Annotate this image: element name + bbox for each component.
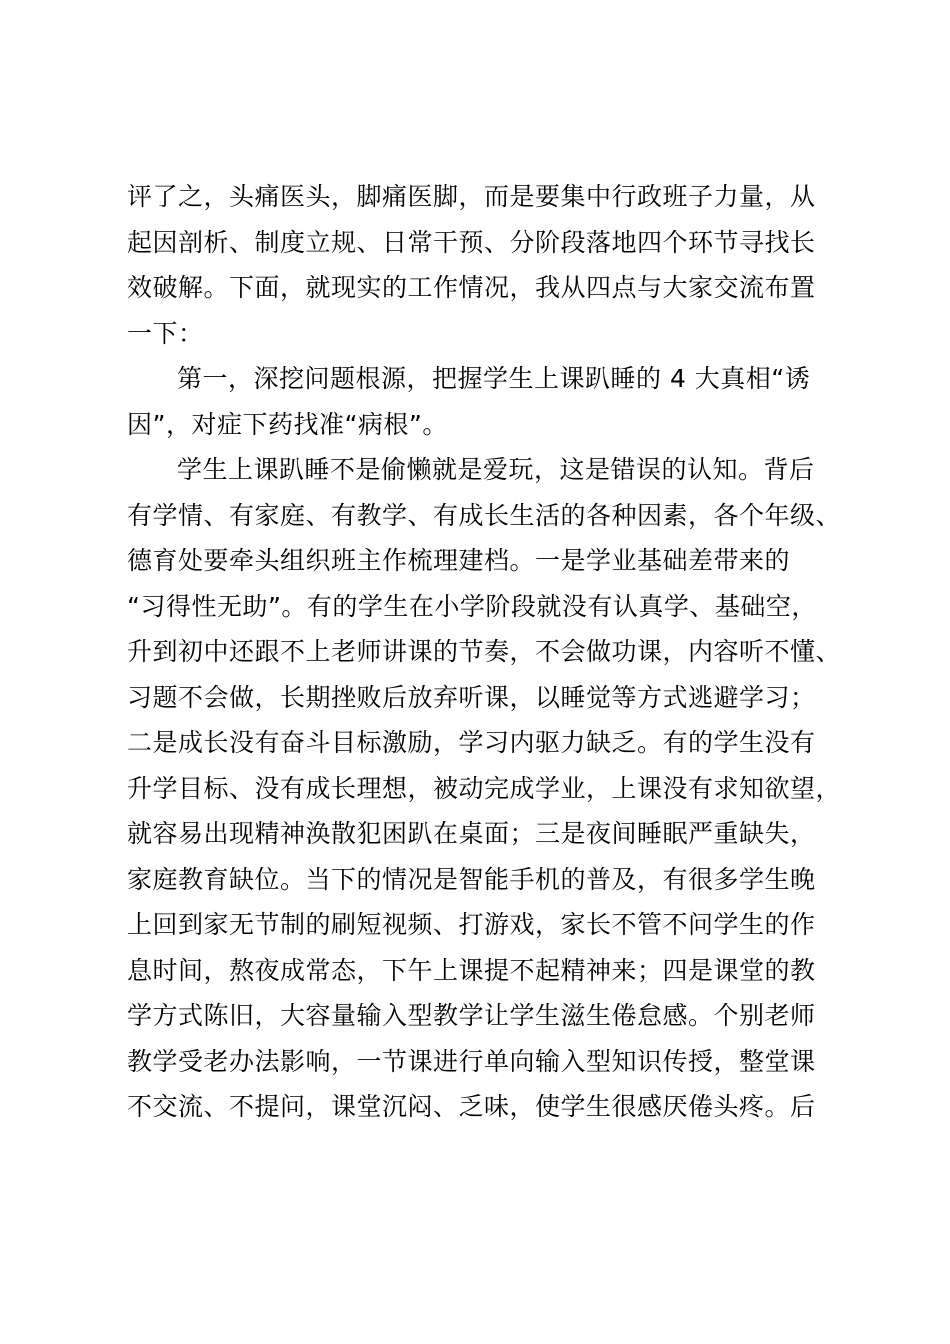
text-line: 一下： <box>127 318 204 348</box>
text-line: 有学情、有家庭、有教学、有成长生活的各种因素，各个年级、 <box>127 500 842 530</box>
text-line: 德育处要牵头组织班主作梳理建档。一是学业基础差带来的 <box>127 546 791 575</box>
text-line: 不交流、不提问，课堂沉闷、乏味，使学生很感厌倦头疼。后 <box>127 1092 816 1121</box>
text-line: 效破解。下面，就现实的工作情况，我从四点与大家交流布置 <box>127 273 816 302</box>
text-line: 升到初中还跟不上老师讲课的节奏，不会做功课，内容听不懂、 <box>127 637 842 666</box>
document-body <box>127 174 842 1130</box>
text-line: 习题不会做，长期挫败后放弃听课，以睡觉等方式逃避学习； <box>127 682 816 712</box>
text-line: 家庭教育缺位。当下的情况是智能手机的普及，有很多学生晚 <box>127 864 816 894</box>
text-line: 就容易出现精神涣散犯困趴在桌面；三是夜间睡眠严重缺失， <box>127 819 816 848</box>
text-line: 评了之，头痛医头，脚痛医脚，而是要集中行政班子力量，从 <box>127 182 816 211</box>
text-line: 息时间，熬夜成常态，下午上课提不起精神来；四是课堂的教 <box>127 955 816 985</box>
text-line: “习得性无助”。有的学生在小学阶段就没有认真学、基础空， <box>127 591 817 621</box>
text-line: 教学受老办法影响，一节课进行单向输入型知识传授，整堂课 <box>127 1046 816 1076</box>
paragraph-start-line: 学生上课趴睡不是偷懒就是爱玩，这是错误的认知。背后 <box>177 455 815 484</box>
text-line: 上回到家无节制的刷短视频、打游戏，家长不管不问学生的作 <box>127 910 816 939</box>
text-line: 学方式陈旧，大容量输入型教学让学生滋生倦怠感。个别老师 <box>127 1001 816 1030</box>
text-line: 升学目标、没有成长理想，被动完成学业，上课没有求知欲望， <box>127 773 842 803</box>
text-line: 二是成长没有奋斗目标激励，学习内驱力缺乏。有的学生没有 <box>127 728 816 757</box>
text-line: 起因剖析、制度立规、日常干预、分阶段落地四个环节寻找长 <box>127 227 816 257</box>
section-heading-line: 因”，对症下药找准“病根”。 <box>127 409 448 439</box>
section-heading-line: 第一，深挖问题根源，把握学生上课趴睡的 4 大真相“诱 <box>177 364 811 393</box>
